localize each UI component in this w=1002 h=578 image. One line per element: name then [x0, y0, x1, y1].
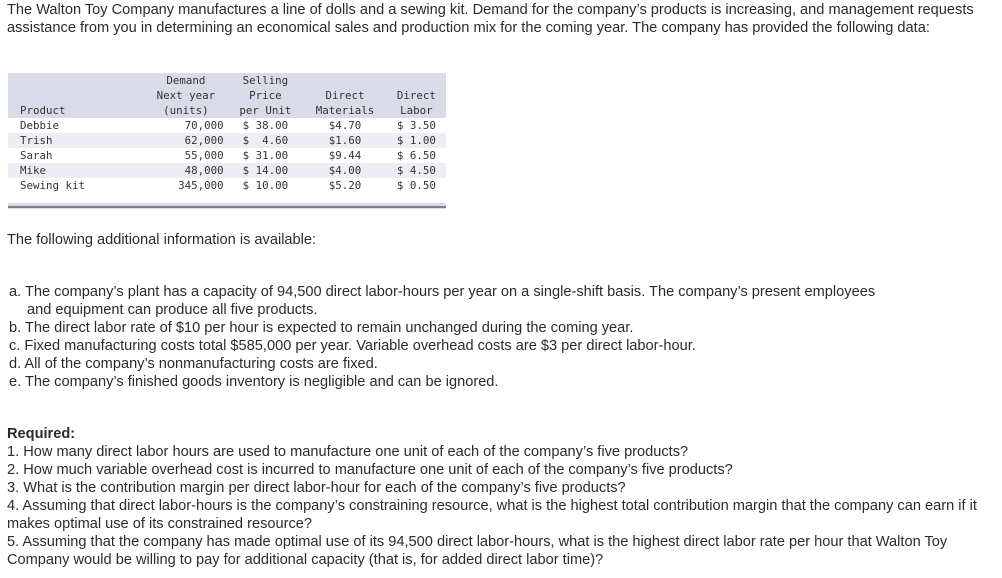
table-row [8, 133, 446, 148]
additional-info-intro: The following additional information is available: [7, 232, 317, 248]
info-item-c: c. Fixed manufacturing costs total $585,000 per year. Variable overhead costs are $3 per direct labor-hour. [9, 338, 696, 354]
header-price: Selling Price per Unit [239, 74, 292, 117]
table-scrollbar-divider [8, 206, 446, 208]
cell-materials: $4.00 [303, 163, 387, 178]
info-item-a-continued: and equipment can produce all five products. [27, 302, 318, 318]
product-data-table [8, 73, 446, 203]
info-item-b: b. The direct labor rate of $10 per hour is expected to remain unchanged during the coming year. [9, 320, 634, 336]
data-table-container [8, 73, 446, 208]
cell-price: $ 31.00 [228, 148, 304, 163]
cell-price: $ 38.00 [228, 118, 304, 133]
cell-materials: $5.20 [303, 178, 387, 203]
intro-paragraph: The Walton Toy Company manufactures a line of dolls and a sewing kit. Demand for the company’s products is increasing, and management requests assistance from you in determining an economical sales and production mix for the coming year. The company has provided the following data: [7, 2, 974, 36]
table-row [8, 118, 446, 133]
cell-demand: 55,000 [144, 148, 228, 163]
cell-materials: $4.70 [303, 118, 387, 133]
question-4: 4. Assuming that direct labor-hours is the company’s constraining resource, what is the highest total contribution margin that the company can earn if it makes optimal use of its constrained resource? [7, 498, 977, 532]
cell-product: Debbie [8, 118, 144, 133]
required-heading: Required: [7, 426, 76, 442]
info-list [9, 283, 989, 391]
question-5: 5. Assuming that the company has made optimal use of its 94,500 direct labor-hours, what is the highest direct labor rate per hour that Walton Toy Company would be willing to pay for additional capacity (that is, for added direct labor time)? [7, 534, 948, 568]
info-item-a: a. The company’s plant has a capacity of 94,500 direct labor-hours per year on a single-shift basis. The company’s present employees [9, 284, 876, 300]
table-row [8, 163, 446, 178]
cell-demand: 345,000 [144, 178, 228, 203]
cell-labor: $ 3.50 [387, 118, 446, 133]
cell-demand: 48,000 [144, 163, 228, 178]
cell-materials: $1.60 [303, 133, 387, 148]
info-item-d: d. All of the company’s nonmanufacturing costs are fixed. [9, 356, 378, 372]
cell-materials: $9.44 [303, 148, 387, 163]
cell-price: $ 4.60 [228, 133, 304, 148]
cell-labor: $ 1.00 [387, 133, 446, 148]
table-header-row [8, 73, 446, 118]
question-3: 3. What is the contribution margin per direct labor-hour for each of the company’s five products? [7, 480, 626, 496]
cell-price: $ 14.00 [228, 163, 304, 178]
cell-product: Trish [8, 133, 144, 148]
header-materials: Direct Materials [315, 89, 375, 117]
cell-product: Sarah [8, 148, 144, 163]
question-2: 2. How much variable overhead cost is incurred to manufacture one unit of each of the company’s five products? [7, 462, 733, 478]
table-row [8, 178, 446, 203]
header-demand: Demand Next year (units) [156, 74, 216, 117]
cell-demand: 70,000 [144, 118, 228, 133]
cell-product: Mike [8, 163, 144, 178]
cell-demand: 62,000 [144, 133, 228, 148]
question-1: 1. How many direct labor hours are used to manufacture one unit of each of the company’s five products? [7, 444, 689, 460]
header-product: Product [20, 104, 66, 117]
cell-price: $ 10.00 [228, 178, 304, 203]
cell-labor: $ 4.50 [387, 163, 446, 178]
cell-labor: $ 0.50 [387, 178, 446, 203]
table-row [8, 148, 446, 163]
info-item-e: e. The company’s finished goods inventory is negligible and can be ignored. [9, 374, 499, 390]
cell-labor: $ 6.50 [387, 148, 446, 163]
required-section [7, 425, 992, 569]
header-labor: Direct Labor [396, 89, 436, 117]
cell-product: Sewing kit [8, 178, 144, 203]
